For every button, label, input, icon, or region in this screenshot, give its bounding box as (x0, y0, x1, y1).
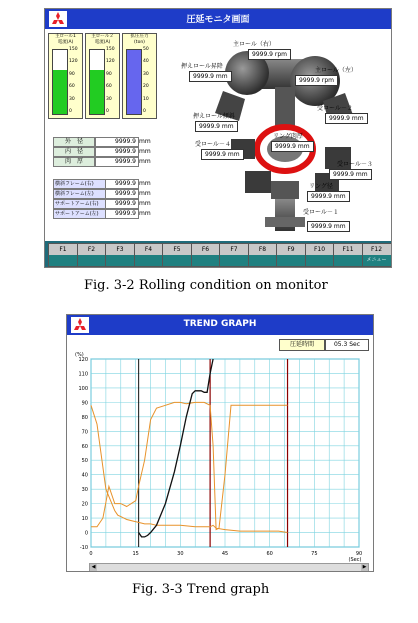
gauge-label-line2: 電流(A) (57, 40, 74, 45)
function-key-sub (306, 255, 334, 266)
function-key-label: F1 (59, 246, 67, 253)
y-axis-label: (%) (75, 352, 84, 358)
main-roll-right-label: 主ロール（右） (233, 41, 275, 48)
receive-roll-bottom-left (245, 171, 271, 193)
horizontal-scrollbar[interactable] (89, 563, 369, 572)
function-key-label: F9 (287, 246, 295, 253)
dimension-row-value: 9999.9 (95, 137, 139, 147)
receive-roll-4-value: 9999.9 mm (201, 149, 244, 160)
gauge-tick-label: 30 (106, 96, 112, 102)
function-key-sub (334, 255, 362, 266)
function-key-label: F6 (201, 246, 210, 253)
frame-row (53, 199, 157, 209)
function-key-7[interactable] (219, 243, 249, 267)
rolling-time-label: 圧延時間 (279, 339, 325, 351)
function-key-bar (45, 241, 391, 267)
y-tick-label: 40 (81, 472, 88, 479)
x-axis-label: (Sec) (348, 557, 362, 563)
y-tick-label: 90 (81, 400, 88, 407)
y-tick-label: 50 (81, 458, 88, 465)
function-key-label: F7 (230, 246, 238, 253)
x-tick-label: 30 (177, 551, 184, 557)
function-key-sub (249, 255, 277, 266)
frame-row-value: 9999.9 (105, 179, 139, 189)
dimension-row (53, 137, 157, 147)
gauge-tick-label: 60 (69, 84, 75, 90)
function-key-8[interactable] (248, 243, 278, 267)
scroll-left-icon[interactable]: ◀ (91, 564, 96, 570)
frame-row-unit: mm (139, 210, 151, 217)
gauge-tick-label: 0 (143, 109, 146, 114)
rolling-time-value: 05.3 Sec (325, 339, 369, 351)
x-tick-label: 75 (311, 551, 318, 557)
gauge-label-line2: (ton) (134, 40, 145, 45)
main-roll-left-value: 9999.9 rpm (295, 75, 338, 86)
receive-roll-1-label: 受ロール－１ (303, 209, 339, 216)
function-key-sub (163, 255, 191, 266)
push-roll-lift-value: 9999.9 mm (189, 71, 232, 82)
function-key-label: F2 (87, 246, 96, 253)
gauge-tick-label: 0 (69, 109, 72, 114)
push-roll-tilt-label: 押えロール傾斜 (193, 113, 235, 120)
gauge-label-line1: 主ロール1 (55, 34, 76, 39)
x-tick-label: 45 (221, 551, 229, 557)
y-tick-label: 100 (78, 385, 88, 392)
gauge-tick-label: 50 (143, 47, 149, 52)
y-tick-label: -10 (79, 545, 88, 551)
dimension-row-label: 肉 厚 (53, 157, 95, 167)
function-key-label: F8 (258, 246, 267, 253)
gauge-track (52, 49, 68, 115)
function-key-6[interactable] (191, 243, 221, 267)
function-key-9[interactable] (276, 243, 306, 267)
frame-row (53, 209, 157, 219)
gauge-label-line2: 電流(A) (94, 40, 111, 45)
trend-graph-screen (66, 314, 374, 572)
gauge-tick-label: 40 (143, 59, 149, 65)
x-tick-label: 15 (132, 551, 139, 557)
gauge-track (89, 49, 105, 115)
figure-caption-1: Fig. 3-2 Rolling condition on monitor (84, 278, 328, 293)
dimension-row-value: 9999.9 (95, 147, 139, 157)
ring-thickness-value: 9999.9 mm (271, 141, 314, 152)
frame-row-value: 9999.9 (105, 209, 139, 219)
receive-roll-3-label: 受ロール－３ (337, 161, 373, 168)
gauge-tick-label: 90 (106, 71, 112, 77)
gauge-tick-label: 150 (106, 47, 115, 52)
frame-row-value: 9999.9 (105, 199, 139, 209)
gauge-fill (90, 70, 104, 114)
dimension-row-value: 9999.9 (95, 157, 139, 167)
function-key-5[interactable] (162, 243, 192, 267)
frame-row-label: サポートアーム(左) (53, 209, 106, 219)
frame-row (53, 179, 157, 189)
mandrel-column (275, 87, 295, 127)
function-key-10[interactable] (305, 243, 335, 267)
gauge-tick-label: 60 (106, 84, 112, 90)
function-key-4[interactable] (134, 243, 164, 267)
dimension-row-unit: mm (139, 138, 151, 145)
gauge-tick-label: 150 (69, 47, 78, 52)
y-tick-label: 60 (81, 443, 88, 450)
function-key-label: F4 (144, 246, 153, 253)
frame-row-label: 横斜フレーム(右) (53, 179, 106, 189)
function-key-label: F5 (173, 246, 181, 253)
function-key-12[interactable] (362, 243, 392, 267)
gauge-label-line1: 主ロール２ (91, 34, 114, 39)
ring-diameter-value: 9999.9 mm (307, 191, 350, 202)
receive-roll-1-value: 9999.9 mm (307, 221, 350, 232)
function-key-sub: メニュー (363, 255, 391, 266)
frame-row-unit: mm (139, 180, 151, 187)
gauge-fill (127, 50, 141, 114)
gauge-tick-label: 120 (69, 59, 78, 65)
gauge-tick-label: 10 (143, 96, 149, 102)
frame-row-unit: mm (139, 200, 151, 207)
function-key-11[interactable] (333, 243, 363, 267)
function-key-sub (78, 255, 106, 266)
dimension-row-unit: mm (139, 158, 151, 165)
function-key-label: F10 (313, 246, 326, 253)
ring-diameter-label: リング径 (309, 183, 333, 190)
y-tick-label: 10 (81, 516, 88, 523)
ring-thickness-label: リング肉厚 (273, 133, 303, 140)
y-tick-label: 80 (81, 414, 88, 421)
dimension-row-unit: mm (139, 148, 151, 155)
frame-row (53, 189, 157, 199)
dimension-row-label: 内 径 (53, 147, 95, 157)
receive-roll-4-label: 受ロール－４ (195, 141, 231, 148)
gauge-tick-label: 30 (143, 71, 149, 77)
receive-roll-2-value: 9999.9 mm (325, 113, 368, 124)
y-tick-label: 70 (81, 429, 88, 436)
gauge-track (126, 49, 142, 115)
gauge-fill (53, 70, 67, 114)
function-key-label: F11 (342, 246, 354, 253)
y-tick-label: 30 (81, 487, 88, 494)
base-plate (265, 217, 305, 227)
function-key-sub (277, 255, 305, 266)
function-key-label: F12 (370, 246, 383, 253)
frame-row-unit: mm (139, 190, 151, 197)
gauge-tick-label: 0 (106, 109, 109, 114)
lower-stand (271, 181, 299, 199)
push-roll-tilt-value: 9999.9 mm (195, 121, 238, 132)
gauge-tick-label: 20 (143, 84, 149, 90)
dimension-row-label: 外 径 (53, 137, 95, 147)
gauge-label-line1: 拡圧圧力 (130, 34, 149, 39)
function-key-sub (106, 255, 134, 266)
function-key-1[interactable] (48, 243, 78, 267)
y-tick-label: 0 (84, 530, 88, 537)
gauge-tick-label: 30 (69, 96, 75, 102)
scroll-right-icon[interactable]: ▶ (362, 564, 367, 570)
gauge-2 (85, 33, 120, 119)
function-key-sub (49, 255, 77, 266)
push-roll-lift-label: 押えロール昇降 (181, 63, 223, 70)
x-tick-label: 60 (266, 551, 273, 557)
main-roll-right-value: 9999.9 rpm (248, 49, 291, 60)
x-tick-label: 0 (89, 551, 93, 557)
function-key-sub (192, 255, 220, 266)
x-tick-label: 90 (355, 551, 363, 557)
function-key-3[interactable] (105, 243, 135, 267)
y-tick-label: 120 (78, 357, 88, 363)
gauge-tick-label: 90 (69, 71, 75, 77)
receive-roll-3-value: 9999.9 mm (329, 169, 372, 180)
function-key-label: F3 (116, 246, 124, 253)
page-title: 圧延モニタ画面 (186, 15, 250, 25)
gauge-panel (48, 33, 158, 125)
dimension-row (53, 157, 157, 167)
rolling-monitor-screen (44, 8, 392, 268)
function-key-sub (220, 255, 248, 266)
figure-caption-2: Fig. 3-3 Trend graph (132, 582, 270, 597)
y-tick-label: 20 (81, 501, 88, 508)
page-title: TREND GRAPH (183, 319, 257, 329)
gauge-3 (122, 33, 157, 119)
function-key-sub (135, 255, 163, 266)
frame-row-label: サポートアーム(右) (53, 199, 106, 209)
main-roll-left-label: 主ロール（左） (315, 67, 357, 74)
dimension-row (53, 147, 157, 157)
trend-chart (67, 349, 373, 571)
gauge-1 (48, 33, 83, 119)
receive-roll-2-label: 受ロール－２ (317, 105, 353, 112)
frame-row-value: 9999.9 (105, 189, 139, 199)
y-tick-label: 110 (78, 371, 88, 378)
frame-row-label: 横斜フレーム(左) (53, 189, 106, 199)
gauge-tick-label: 120 (106, 59, 115, 65)
function-key-2[interactable] (77, 243, 107, 267)
